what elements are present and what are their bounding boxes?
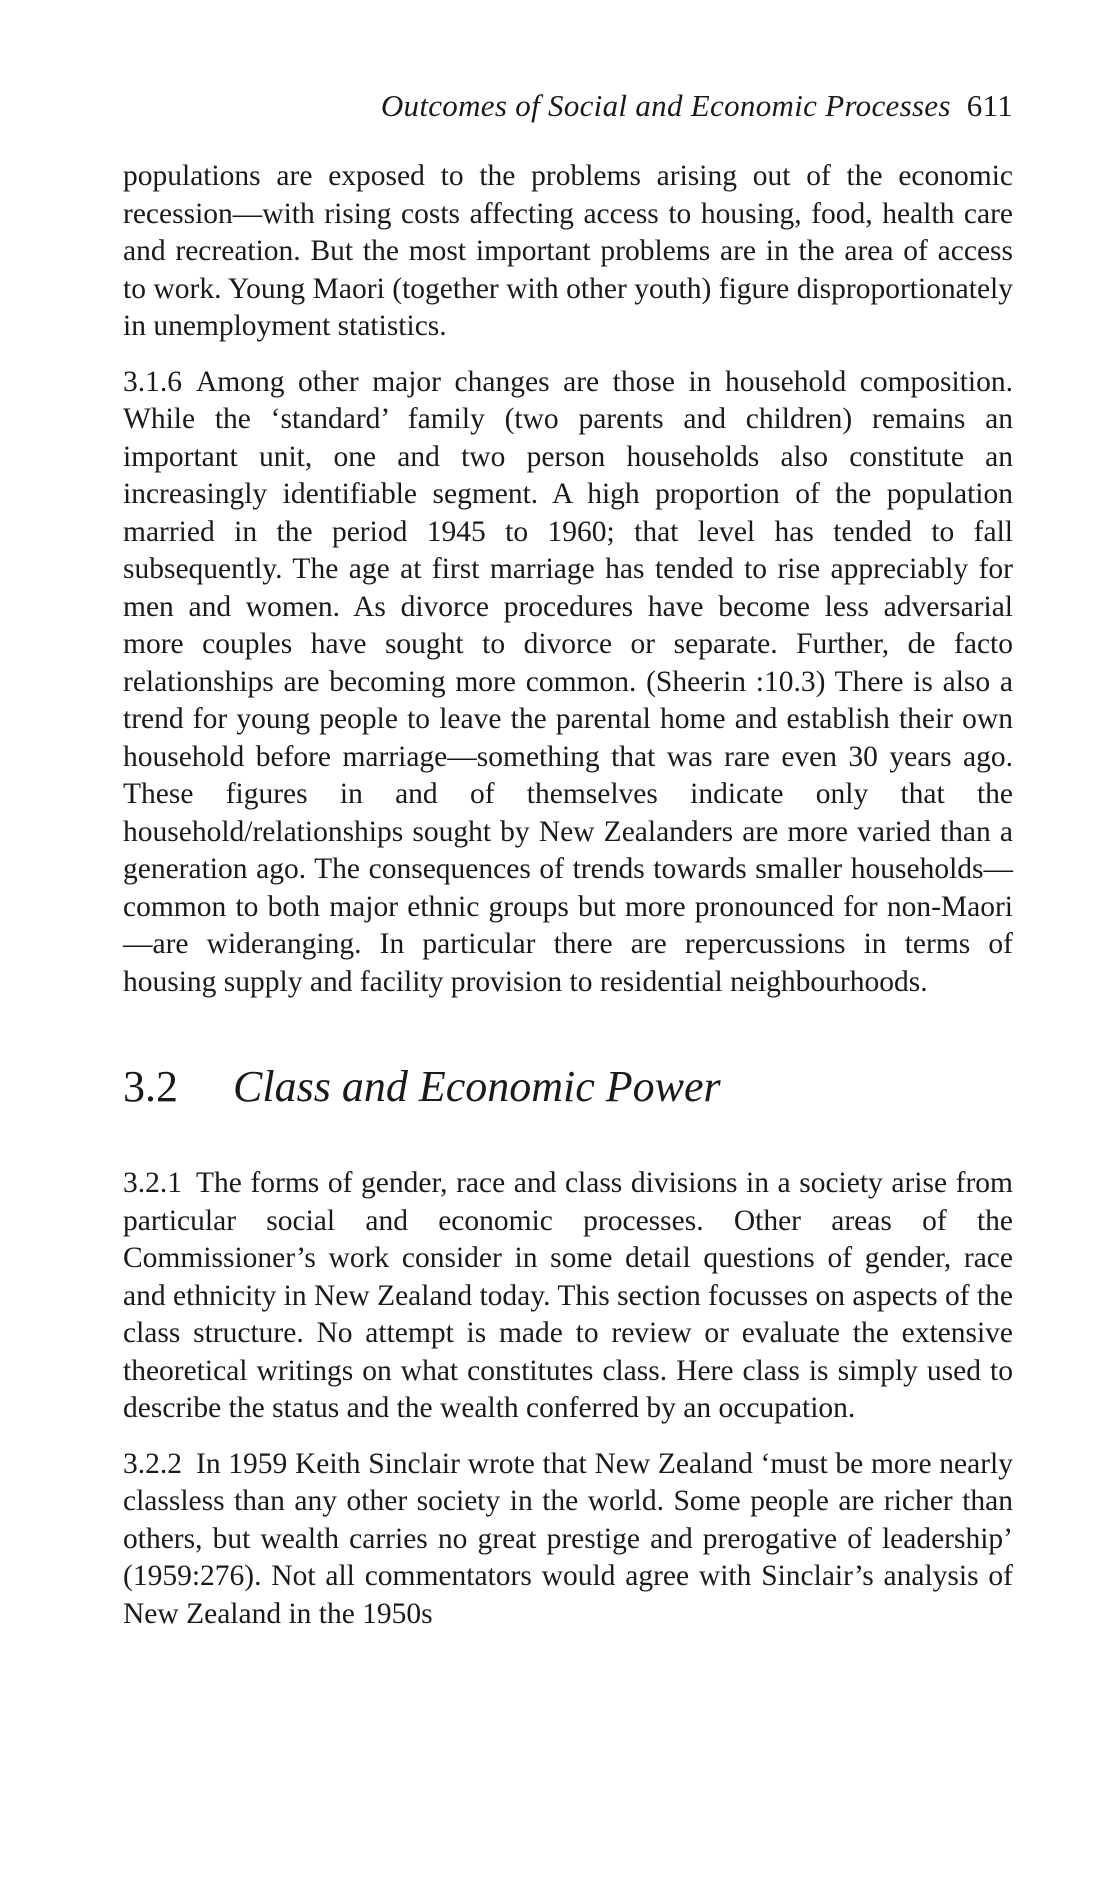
running-header — [123, 88, 1013, 124]
paragraph-text: The forms of gender, race and class divisions in a society arise from particular social and economic processes. Other areas of the Commissioner’s work consider in some detail questions of gender, race and ethnicity in New Zealand today. This section focusses on aspects of the class structure. No attempt is made to review or evaluate the extensive theoretical writings on what constitutes class. Here class is simply used to describe the status and the wealth conferred by an occupation. — [123, 1167, 1013, 1424]
paragraph-text: populations are exposed to the problems arising out of the economic recession—with rising costs affecting access to housing, food, health care and recreation. But the most important problems are in the area of access to work. Young Maori (together with other youth) figure disproportionately in unemployment statistics. — [123, 160, 1013, 342]
paragraph-3-2-1 — [123, 1165, 1013, 1428]
paragraph-3-1-6 — [123, 364, 1013, 1002]
paragraph-number: 3.1.6 — [123, 365, 182, 398]
paragraph-text: In 1959 Keith Sinclair wrote that New Zealand ‘must be more nearly classless than any other society in the world. Some people are richer than others, but wealth carries no great prestige and prerogative of leadership’ (1959:276). Not all commentators would agree with Sinclair’s analysis of New Zealand in the 1950s — [123, 1447, 1013, 1630]
document-page — [123, 88, 1013, 1651]
paragraph-number: 3.2.2 — [123, 1447, 182, 1480]
section-heading — [123, 1061, 1013, 1113]
running-title: Outcomes of Social and Economic Processes — [380, 88, 951, 123]
paragraph-text: Among other major changes are those in household composition. While the ‘standard’ family (two parents and children) remains an important unit, one and two person households also constitute an increasingly identifiable segment. A high proportion of the population married in the period 1945 to 1960; that level has tended to fall subsequently. The age at first marriage has tended to rise appreciably for men and women. As divorce procedures have become less adversarial more couples have sought to divorce or separate. Further, de facto relationships are becoming more common. (Sheerin :10.3) There is also a trend for young people to leave the parental home and establish their own household before marriage—something that was rare even 30 years ago. These figures in and of themselves indicate only that the household/relationships sought by New Zealanders are more varied than a generation ago. The consequences of trends towards smaller households—common to both major ethnic groups but more pronounced for non-Maori—are wideranging. In particular there are repercussions in terms of housing supply and facility provision to residential neighbourhoods. — [123, 365, 1013, 998]
section-number: 3.2 — [123, 1062, 178, 1111]
paragraph-3-2-2 — [123, 1446, 1013, 1634]
paragraph-continued — [123, 158, 1013, 346]
paragraph-number: 3.2.1 — [123, 1167, 182, 1199]
page-number: 611 — [966, 88, 1013, 123]
section-title: Class and Economic Power — [233, 1062, 721, 1111]
